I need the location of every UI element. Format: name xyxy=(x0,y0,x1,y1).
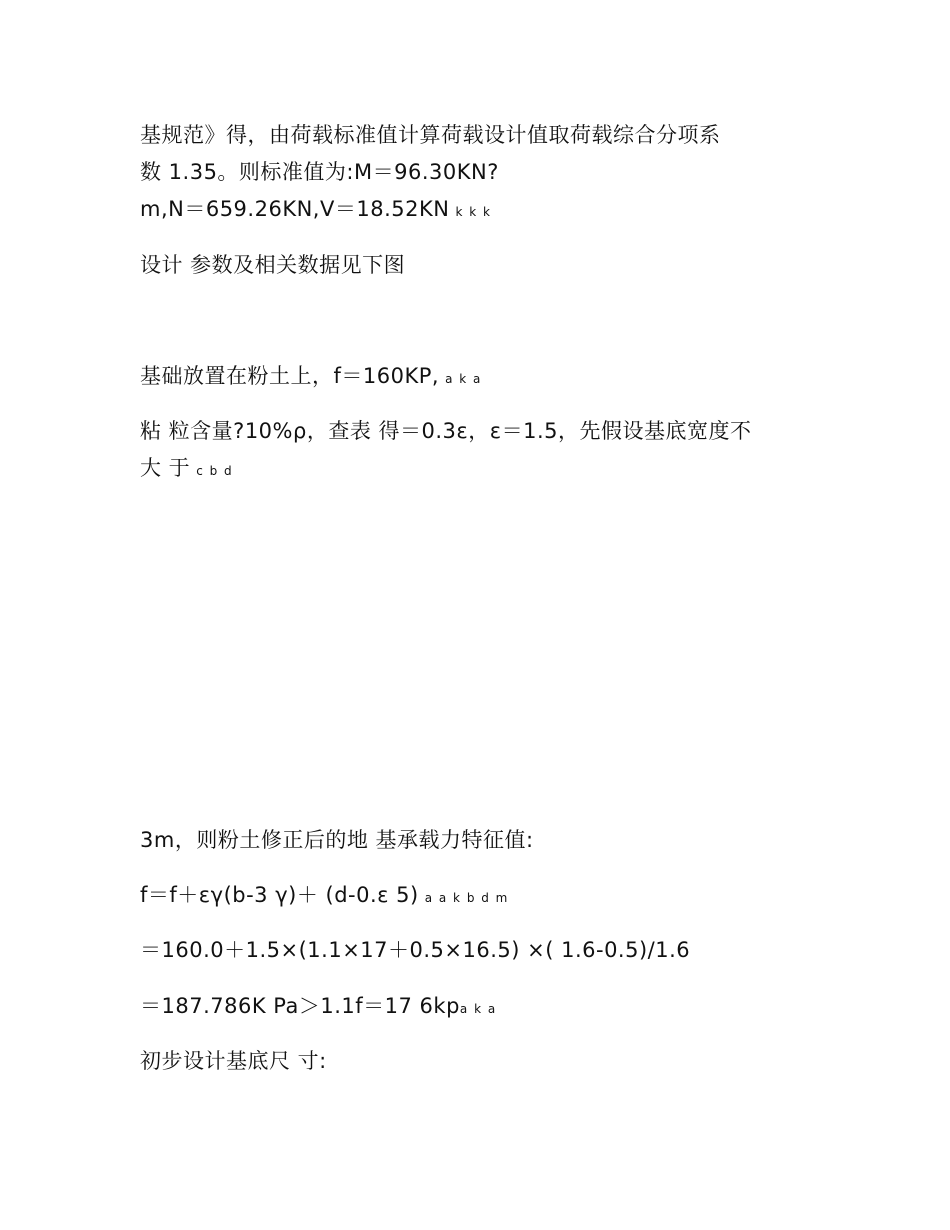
formula-result xyxy=(140,991,497,1024)
text: 大 于 xyxy=(140,456,191,480)
text: 3m，则粉土修正后的地 基承载力特征值: xyxy=(140,828,534,852)
text: 基础放置在粉土上，f＝160KP, xyxy=(140,364,440,388)
subscript: k k k xyxy=(455,205,492,219)
paragraph-clay-content-line-1 xyxy=(140,416,752,446)
paragraph-bearing-capacity xyxy=(140,825,534,855)
paragraph-design-params xyxy=(140,250,405,280)
subscript: a k a xyxy=(445,372,482,386)
subscript: a k a xyxy=(459,1002,497,1016)
subscript: a a k b d m xyxy=(424,891,509,905)
text: f＝f＋εγ(b-3 γ)＋ (d-0.ε 5) xyxy=(140,883,419,907)
text: 初步设计基底尺 寸: xyxy=(140,1049,327,1073)
text: ＝160.0＋1.5×(1.1×17＋0.5×16.5) ×( 1.6-0.5)/1.6 xyxy=(140,938,691,962)
paragraph-load-coefficient-line-3 xyxy=(140,194,491,227)
text: m,N＝659.26KN,V＝18.52KN xyxy=(140,197,450,221)
text: 数 1.35。则标准值为:M＝96.30KN? xyxy=(140,160,499,184)
paragraph-foundation-soil xyxy=(140,361,482,394)
subscript: c b d xyxy=(196,464,234,478)
text: 粘 粒含量?10%ρ，查表 得＝0.3ε，ε＝1.5，先假设基底宽度不 xyxy=(140,419,752,443)
formula-bearing-capacity xyxy=(140,880,509,913)
text: 基规范》得，由荷载标准值计算荷载设计值取荷载综合分项系 xyxy=(140,123,721,147)
paragraph-clay-content-line-2 xyxy=(140,453,233,486)
paragraph-load-coefficient-line-2 xyxy=(140,157,499,187)
paragraph-load-coefficient-line-1 xyxy=(140,120,721,150)
formula-substitution xyxy=(140,935,690,965)
text: ＝187.786K Pa＞1.1f＝17 6kp xyxy=(140,994,460,1018)
paragraph-preliminary-size xyxy=(140,1046,327,1076)
text: 设计 参数及相关数据见下图 xyxy=(140,253,406,277)
